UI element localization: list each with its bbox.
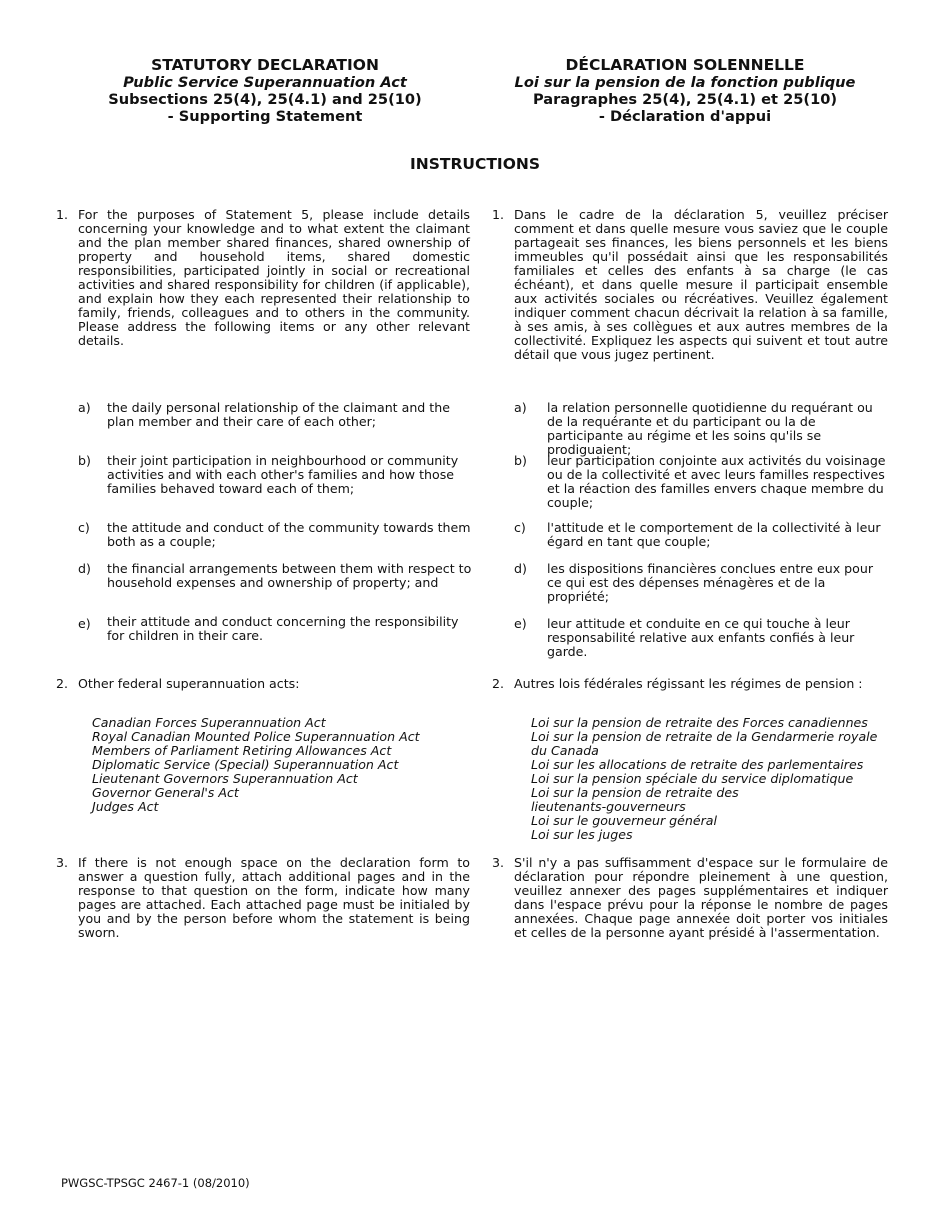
header-subtitle: - Supporting Statement — [167, 108, 363, 125]
act-name: Lieutenant Governors Superannuation Act — [92, 771, 358, 786]
act-name: Loi sur les allocations de retraite des parlementaires — [531, 757, 864, 772]
act-name: Loi sur la pension spéciale du service diplomatique — [531, 771, 854, 786]
subitem-text: leur participation conjointe aux activités du voisinage ou de la collectivité et avec leurs familles respectives et la réaction des familles envers chaque membre du couple; — [547, 453, 886, 510]
item-text: For the purposes of Statement 5, please include details concerning your knowledge and to what extent the claimant and the plan member shared finances, shared ownership of property and household items, shared domestic responsibilities, participated jointly in social or recreational activities and shared responsibility for children (if applicable), and explain how they each represented their relationship to family, friends, colleagues and to others in the community. Please address the following items or any other relevant details. — [78, 207, 470, 348]
act-name: lieutenants-gouverneurs — [531, 799, 686, 814]
header-subsections: Paragraphes 25(4), 25(4.1) et 25(10) — [532, 91, 838, 108]
act-name: du Canada — [531, 743, 599, 758]
act-name: Governor General's Act — [92, 785, 239, 800]
header-french — [480, 57, 890, 125]
subitem-text: the attitude and conduct of the community towards them both as a couple; — [107, 520, 471, 549]
act-list — [92, 716, 470, 814]
subitem-text: l'attitude et le comportement de la collectivité à leur égard en tant que couple; — [547, 520, 881, 549]
act-name: Diplomatic Service (Special) Superannuation Act — [92, 757, 399, 772]
subitem-letter: b) — [514, 453, 527, 468]
subitem-letter: e) — [514, 616, 527, 631]
subitem-text: the daily personal relationship of the claimant and the plan member and their care of each other; — [107, 400, 450, 429]
instructions-title: INSTRUCTIONS — [409, 155, 541, 173]
item-text: Dans le cadre de la déclaration 5, veuillez préciser comment et dans quelle mesure vous saviez que le couple partageait ses finances, les biens personnels et les biens immeubles qu'il possédait ainsi que les responsabilités familiales et celles des enfants à sa charge (le cas échéant), et dans quelle mesure il participait ensemble aux activités sociales ou récréatives. Veuillez également indiquer comment chacun décrivait la relation à sa famille, à ses amis, à ses collègues et aux autres membres de la collectivité. Expliquez les aspects qui suivent et tout autre détail que vous jugez pertinent. — [514, 207, 888, 362]
subitem-letter: b) — [78, 453, 91, 468]
act-name: Loi sur le gouverneur général — [531, 813, 718, 828]
header-subsections: Subsections 25(4), 25(4.1) and 25(10) — [108, 91, 422, 108]
act-name: Loi sur les juges — [531, 827, 633, 842]
act-name: Loi sur la pension de retraite des Forces canadiennes — [531, 715, 868, 730]
act-name: Judges Act — [92, 799, 159, 814]
item-number: 1. — [492, 207, 505, 222]
act-name: Canadian Forces Superannuation Act — [92, 715, 326, 730]
subitem-text: leur attitude et conduite en ce qui touche à leur responsabilité relative aux enfants confiés à leur garde. — [547, 616, 855, 659]
subitem-text: les dispositions financières conclues entre eux pour ce qui est des dépenses ménagères et de la propriété; — [547, 561, 874, 604]
act-name: Loi sur la pension de retraite des — [531, 785, 739, 800]
item-number: 2. — [56, 676, 69, 691]
act-list — [531, 716, 890, 842]
header-subtitle: - Déclaration d'appui — [598, 108, 772, 125]
item-text: Autres lois fédérales régissant les régimes de pension : — [514, 676, 863, 691]
form-number: PWGSC-TPSGC 2467-1 (08/2010) — [61, 1176, 250, 1190]
act-name: Royal Canadian Mounted Police Superannuation Act — [92, 729, 420, 744]
header-english — [60, 57, 470, 125]
act-name: Members of Parliament Retiring Allowances Act — [92, 743, 392, 758]
item-text: S'il n'y a pas suffisamment d'espace sur le formulaire de déclaration pour répondre pleinement à une question, veuillez annexer des pages supplémentaires et indiquer dans l'espace prévu pour la réponse le nombre de pages annexées. Chaque page annexée doit porter vos initiales et celles de la personne ayant présidé à l'assermentation. — [514, 855, 888, 940]
header-title: DÉCLARATION SOLENNELLE — [565, 56, 805, 74]
header-act: Loi sur la pension de la fonction publique — [514, 74, 856, 91]
subitem-letter: a) — [514, 400, 527, 415]
subitem-text: their joint participation in neighbourhood or community activities and with each other's families and how those families behaved toward each of them; — [107, 453, 459, 496]
subitem-letter: d) — [78, 561, 91, 576]
header-act: Public Service Superannuation Act — [123, 74, 407, 91]
item-number: 3. — [56, 855, 69, 870]
item-text: If there is not enough space on the declaration form to answer a question fully, attach additional pages and in the response to that question on the form, indicate how many pages are attached. Each attached page must be initialed by you and by the person before whom the statement is being sworn. — [78, 855, 470, 940]
item-text: Other federal superannuation acts: — [78, 676, 300, 691]
subitem-text: la relation personnelle quotidienne du requérant ou de la requérante et du participant ou la de participante au régime et les soins qu'ils se prodiguaient; — [547, 400, 873, 457]
subitem-letter: c) — [514, 520, 526, 535]
subitem-letter: c) — [78, 520, 90, 535]
item-number: 2. — [492, 676, 505, 691]
header-title: STATUTORY DECLARATION — [151, 56, 379, 74]
subitem-letter: e) — [78, 616, 91, 631]
item-number: 1. — [56, 207, 69, 222]
act-name: Loi sur la pension de retraite de la Gendarmerie royale — [531, 729, 878, 744]
subitem-letter: d) — [514, 561, 527, 576]
subitem-text: the financial arrangements between them with respect to household expenses and ownership of property; and — [107, 561, 472, 590]
subitem-text: their attitude and conduct concerning the responsibility for children in their care. — [107, 614, 459, 643]
item-number: 3. — [492, 855, 505, 870]
subitem-letter: a) — [78, 400, 91, 415]
